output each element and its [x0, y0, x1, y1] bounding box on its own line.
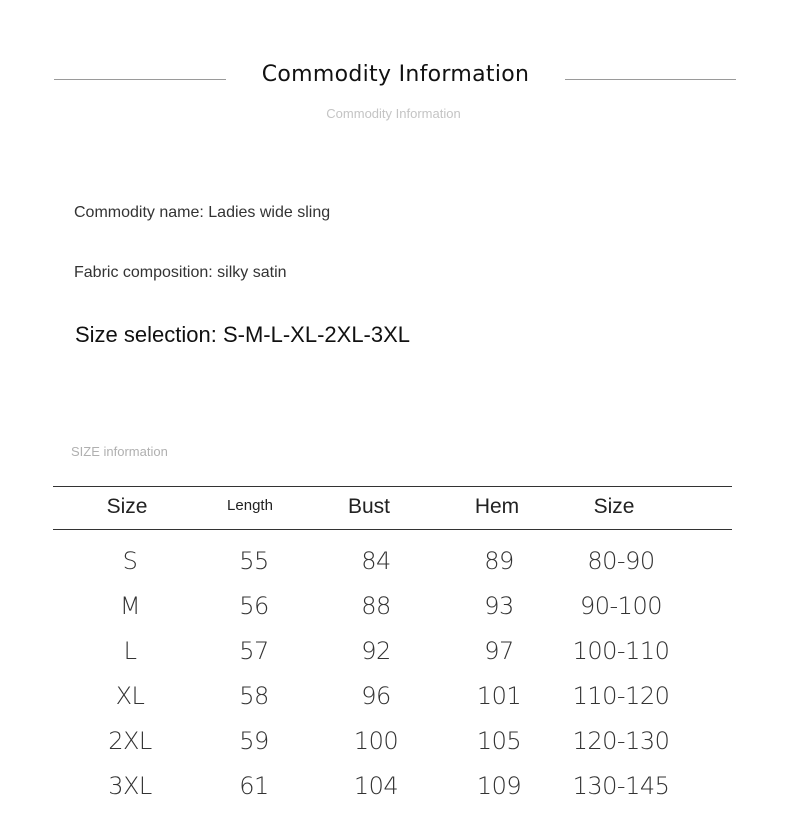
cell-size-range: 120-130 [572, 727, 670, 755]
cell-hem: 109 [476, 772, 522, 800]
header-hem: Hem [474, 495, 520, 518]
cell-length: 59 [239, 727, 269, 755]
table-row [0, 764, 790, 809]
cell-length: 57 [239, 637, 269, 665]
page-subtitle: Commodity Information [326, 106, 461, 121]
cell-hem: 89 [484, 547, 514, 575]
cell-bust: 88 [361, 592, 391, 620]
cell-size-range: 130-145 [572, 772, 670, 800]
header-size: Size [106, 495, 148, 518]
table-header-rule [53, 529, 732, 530]
cell-size-range: 110-120 [572, 682, 670, 710]
cell-size: S [122, 547, 138, 575]
cell-size: 3XL [108, 772, 152, 800]
size-section-label: SIZE information [71, 444, 168, 459]
cell-hem: 97 [484, 637, 514, 665]
header-divider-right [565, 79, 736, 80]
header-bust: Bust [347, 495, 391, 518]
table-row [0, 719, 790, 764]
cell-size: L [123, 637, 137, 665]
table-row [0, 674, 790, 719]
cell-hem: 105 [476, 727, 522, 755]
table-top-rule [53, 486, 732, 487]
cell-bust: 104 [353, 772, 399, 800]
cell-size-range: 100-110 [572, 637, 670, 665]
fabric-composition: Fabric composition: silky satin [74, 264, 287, 281]
cell-size: XL [115, 682, 145, 710]
cell-size-range: 80-90 [587, 547, 655, 575]
cell-hem: 101 [476, 682, 522, 710]
table-row [0, 584, 790, 629]
header-length: Length [227, 497, 273, 514]
cell-bust: 96 [361, 682, 391, 710]
cell-bust: 84 [361, 547, 391, 575]
cell-bust: 100 [353, 727, 399, 755]
cell-length: 58 [239, 682, 269, 710]
cell-bust: 92 [361, 637, 391, 665]
cell-length: 55 [239, 547, 269, 575]
cell-length: 56 [239, 592, 269, 620]
header-size-range: Size [593, 495, 635, 518]
cell-length: 61 [239, 772, 269, 800]
table-row [0, 629, 790, 674]
cell-size: 2XL [108, 727, 152, 755]
cell-size: M [119, 592, 141, 620]
commodity-name: Commodity name: Ladies wide sling [74, 204, 331, 221]
cell-hem: 93 [484, 592, 514, 620]
size-selection: Size selection: S-M-L-XL-2XL-3XL [75, 322, 411, 347]
table-row [0, 539, 790, 584]
header-divider-left [54, 79, 226, 80]
page-title: Commodity Information [261, 62, 530, 87]
cell-size-range: 90-100 [579, 592, 662, 620]
